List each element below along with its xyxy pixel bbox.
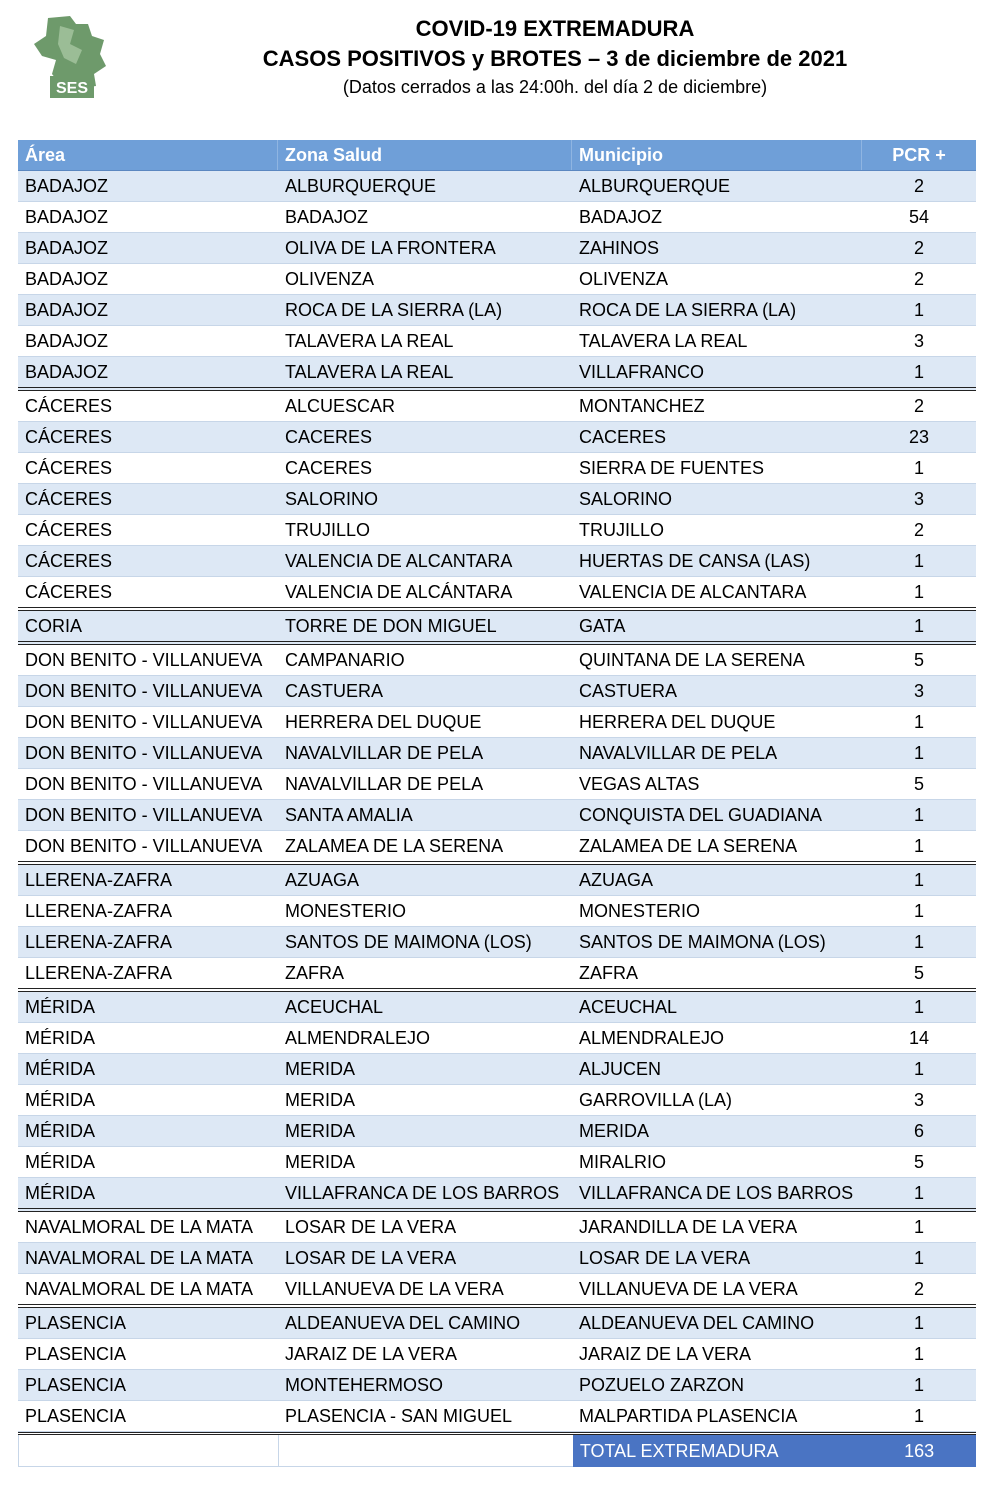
table-row xyxy=(18,645,976,676)
table-cell-pcr: 1 xyxy=(913,457,924,478)
table-row xyxy=(18,927,976,958)
table-cell-area: LLERENA-ZAFRA xyxy=(25,931,173,952)
table-row xyxy=(18,357,976,391)
table-cell-area: MÉRIDA xyxy=(25,1120,96,1141)
table-cell-area: PLASENCIA xyxy=(25,1343,127,1364)
page-subtitle: CASOS POSITIVOS y BROTES – 3 de diciembre de 2021 xyxy=(262,46,848,71)
table-cell-area: PLASENCIA xyxy=(25,1312,127,1333)
table-cell-zona-salud: OLIVA DE LA FRONTERA xyxy=(285,237,496,258)
table-row xyxy=(18,1178,976,1212)
table-cell-municipio: VILLAFRANCO xyxy=(579,361,705,382)
table-cell-municipio: TALAVERA LA REAL xyxy=(579,330,748,351)
table-cell-area: CÁCERES xyxy=(25,426,113,447)
table-cell-zona-salud: BADAJOZ xyxy=(285,206,369,227)
table-cell-municipio: ALBURQUERQUE xyxy=(579,175,731,196)
table-cell-area: MÉRIDA xyxy=(25,1151,96,1172)
table-cell-pcr: 2 xyxy=(913,519,924,540)
table-cell-municipio: MONESTERIO xyxy=(579,900,701,921)
table-cell-zona-salud: VILLAFRANCA DE LOS BARROS xyxy=(285,1182,560,1203)
table-cell-area: CÁCERES xyxy=(25,457,113,478)
table-cell-pcr: 2 xyxy=(913,395,924,416)
table-cell-municipio: BADAJOZ xyxy=(579,206,663,227)
table-cell-zona-salud: ZAFRA xyxy=(285,962,345,983)
table-cell-area: BADAJOZ xyxy=(25,206,109,227)
table-cell-area: BADAJOZ xyxy=(25,237,109,258)
logo-text: SES xyxy=(55,80,89,97)
table-cell-pcr: 1 xyxy=(913,361,924,382)
table-cell-zona-salud: HERRERA DEL DUQUE xyxy=(285,711,482,732)
table-cell-zona-salud: ROCA DE LA SIERRA (LA) xyxy=(285,299,503,320)
table-row xyxy=(18,1308,976,1339)
table-cell-pcr: 1 xyxy=(913,1343,924,1364)
table-cell-area: MÉRIDA xyxy=(25,1182,96,1203)
table-cell-zona-salud: OLIVENZA xyxy=(285,268,375,289)
table-cell-pcr: 3 xyxy=(913,1089,924,1110)
table-cell-pcr: 1 xyxy=(913,1182,924,1203)
total-blank-cell xyxy=(278,1435,572,1467)
table-cell-area: LLERENA-ZAFRA xyxy=(25,962,173,983)
table-row xyxy=(18,295,976,326)
table-cell-zona-salud: TALAVERA LA REAL xyxy=(285,361,454,382)
table-cell-pcr: 1 xyxy=(913,835,924,856)
page-title: COVID-19 EXTREMADURA xyxy=(415,16,695,41)
table-cell-pcr: 2 xyxy=(913,175,924,196)
table-cell-zona-salud: SANTA AMALIA xyxy=(285,804,413,825)
table-row xyxy=(18,171,976,202)
table-row xyxy=(18,676,976,707)
total-label: TOTAL EXTREMADURA xyxy=(573,1435,862,1467)
column-header-zona-salud: Zona Salud xyxy=(278,140,572,170)
table-cell-municipio: ZAHINOS xyxy=(579,237,660,258)
table-row xyxy=(18,1085,976,1116)
table-cell-municipio: SALORINO xyxy=(579,488,673,509)
table-cell-zona-salud: CACERES xyxy=(285,426,373,447)
table-row xyxy=(18,391,976,422)
table-cell-municipio: AZUAGA xyxy=(579,869,654,890)
table-cell-zona-salud: TORRE DE DON MIGUEL xyxy=(285,615,497,636)
table-cell-area: DON BENITO - VILLANUEVA xyxy=(25,773,263,794)
table-cell-zona-salud: TRUJILLO xyxy=(285,519,371,540)
table-cell-zona-salud: TALAVERA LA REAL xyxy=(285,330,454,351)
table-cell-municipio: VEGAS ALTAS xyxy=(579,773,700,794)
table-cell-zona-salud: MERIDA xyxy=(285,1089,356,1110)
table-row xyxy=(18,546,976,577)
table-cell-area: MÉRIDA xyxy=(25,1058,96,1079)
table-row xyxy=(18,264,976,295)
table-row xyxy=(18,896,976,927)
table-row xyxy=(18,326,976,357)
table-cell-municipio: GARROVILLA (LA) xyxy=(579,1089,733,1110)
table-cell-pcr: 5 xyxy=(913,773,924,794)
table-cell-pcr: 1 xyxy=(913,581,924,602)
table-cell-pcr: 3 xyxy=(913,330,924,351)
table-cell-municipio: JARAIZ DE LA VERA xyxy=(579,1343,752,1364)
table-cell-area: NAVALMORAL DE LA MATA xyxy=(25,1278,254,1299)
table-cell-municipio: MERIDA xyxy=(579,1120,650,1141)
table-cell-pcr: 1 xyxy=(913,804,924,825)
table-cell-zona-salud: JARAIZ DE LA VERA xyxy=(285,1343,458,1364)
table-row xyxy=(18,769,976,800)
table-cell-pcr: 23 xyxy=(908,426,930,447)
extremadura-map-icon xyxy=(30,14,110,100)
table-cell-zona-salud: CAMPANARIO xyxy=(285,649,405,670)
table-cell-municipio: QUINTANA DE LA SERENA xyxy=(579,649,805,670)
table-cell-zona-salud: CASTUERA xyxy=(285,680,384,701)
table-row xyxy=(18,202,976,233)
table-cell-pcr: 1 xyxy=(913,615,924,636)
table-header xyxy=(18,140,976,171)
ses-logo xyxy=(30,14,110,100)
table-row xyxy=(18,1339,976,1370)
table-cell-zona-salud: AZUAGA xyxy=(285,869,360,890)
table-cell-municipio: OLIVENZA xyxy=(579,268,669,289)
table-cell-municipio: GATA xyxy=(579,615,626,636)
table-row xyxy=(18,831,976,865)
table-cell-area: PLASENCIA xyxy=(25,1374,127,1395)
table-cell-municipio: ZALAMEA DE LA SERENA xyxy=(579,835,798,856)
table-cell-pcr: 1 xyxy=(913,711,924,732)
table-cell-pcr: 1 xyxy=(913,900,924,921)
table-cell-pcr: 1 xyxy=(913,869,924,890)
table-cell-pcr: 1 xyxy=(913,550,924,571)
table-cell-area: DON BENITO - VILLANUEVA xyxy=(25,835,263,856)
table-cell-zona-salud: ALMENDRALEJO xyxy=(285,1027,431,1048)
table-cell-municipio: POZUELO ZARZON xyxy=(579,1374,745,1395)
table-cell-municipio: VILLAFRANCA DE LOS BARROS xyxy=(579,1182,854,1203)
table-cell-pcr: 2 xyxy=(913,237,924,258)
table-cell-zona-salud: ZALAMEA DE LA SERENA xyxy=(285,835,504,856)
table-cell-municipio: ROCA DE LA SIERRA (LA) xyxy=(579,299,797,320)
table-cell-area: NAVALMORAL DE LA MATA xyxy=(25,1247,254,1268)
table-cell-pcr: 1 xyxy=(913,742,924,763)
table-cell-zona-salud: MONESTERIO xyxy=(285,900,407,921)
table-cell-municipio: CACERES xyxy=(579,426,667,447)
cases-table xyxy=(18,140,976,1467)
total-value: 163 xyxy=(862,1435,976,1467)
table-cell-pcr: 6 xyxy=(913,1120,924,1141)
table-cell-municipio: JARANDILLA DE LA VERA xyxy=(579,1216,798,1237)
table-cell-pcr: 1 xyxy=(913,1247,924,1268)
table-cell-area: DON BENITO - VILLANUEVA xyxy=(25,680,263,701)
table-cell-area: BADAJOZ xyxy=(25,175,109,196)
table-cell-municipio: MALPARTIDA PLASENCIA xyxy=(579,1405,798,1426)
table-cell-zona-salud: SALORINO xyxy=(285,488,379,509)
total-blank-cell xyxy=(18,1435,278,1467)
table-cell-zona-salud: MERIDA xyxy=(285,1120,356,1141)
table-cell-pcr: 5 xyxy=(913,1151,924,1172)
table-cell-zona-salud: MERIDA xyxy=(285,1058,356,1079)
table-cell-pcr: 3 xyxy=(913,488,924,509)
table-cell-zona-salud: NAVALVILLAR DE PELA xyxy=(285,773,484,794)
table-cell-zona-salud: ACEUCHAL xyxy=(285,996,384,1017)
table-cell-zona-salud: ALDEANUEVA DEL CAMINO xyxy=(285,1312,521,1333)
table-row xyxy=(18,1116,976,1147)
table-cell-municipio: ALJUCEN xyxy=(579,1058,662,1079)
table-cell-municipio: SANTOS DE MAIMONA (LOS) xyxy=(579,931,826,952)
table-cell-pcr: 1 xyxy=(913,931,924,952)
table-cell-area: DON BENITO - VILLANUEVA xyxy=(25,711,263,732)
table-cell-area: PLASENCIA xyxy=(25,1405,127,1426)
table-row xyxy=(18,611,976,645)
table-cell-zona-salud: MERIDA xyxy=(285,1151,356,1172)
table-cell-zona-salud: CACERES xyxy=(285,457,373,478)
table-cell-zona-salud: SANTOS DE MAIMONA (LOS) xyxy=(285,931,532,952)
table-row xyxy=(18,1370,976,1401)
report-header xyxy=(130,14,980,100)
table-cell-municipio: CONQUISTA DEL GUADIANA xyxy=(579,804,823,825)
table-cell-pcr: 2 xyxy=(913,268,924,289)
table-cell-pcr: 5 xyxy=(913,962,924,983)
table-cell-area: BADAJOZ xyxy=(25,361,109,382)
table-cell-area: LLERENA-ZAFRA xyxy=(25,900,173,921)
table-cell-pcr: 1 xyxy=(913,1216,924,1237)
table-cell-municipio: SIERRA DE FUENTES xyxy=(579,457,765,478)
table-cell-area: BADAJOZ xyxy=(25,268,109,289)
table-row xyxy=(18,1401,976,1432)
column-header-area: Área xyxy=(18,140,278,170)
table-row xyxy=(18,1054,976,1085)
table-cell-area: CÁCERES xyxy=(25,488,113,509)
table-cell-area: MÉRIDA xyxy=(25,1027,96,1048)
table-cell-area: CÁCERES xyxy=(25,395,113,416)
table-cell-area: CÁCERES xyxy=(25,581,113,602)
table-cell-area: NAVALMORAL DE LA MATA xyxy=(25,1216,254,1237)
table-cell-area: MÉRIDA xyxy=(25,996,96,1017)
table-row xyxy=(18,1243,976,1274)
table-cell-municipio: VILLANUEVA DE LA VERA xyxy=(579,1278,798,1299)
table-cell-municipio: MIRALRIO xyxy=(579,1151,667,1172)
table-cell-zona-salud: LOSAR DE LA VERA xyxy=(285,1216,457,1237)
table-cell-municipio: HERRERA DEL DUQUE xyxy=(579,711,776,732)
table-row xyxy=(18,958,976,992)
table-cell-municipio: ZAFRA xyxy=(579,962,639,983)
table-cell-area: DON BENITO - VILLANUEVA xyxy=(25,804,263,825)
table-cell-zona-salud: VALENCIA DE ALCÁNTARA xyxy=(285,581,513,602)
table-cell-zona-salud: NAVALVILLAR DE PELA xyxy=(285,742,484,763)
table-cell-pcr: 14 xyxy=(908,1027,930,1048)
table-cell-municipio: NAVALVILLAR DE PELA xyxy=(579,742,778,763)
table-cell-area: DON BENITO - VILLANUEVA xyxy=(25,742,263,763)
total-row xyxy=(18,1432,976,1467)
table-cell-area: MÉRIDA xyxy=(25,1089,96,1110)
table-cell-area: CÁCERES xyxy=(25,519,113,540)
table-cell-municipio: ALMENDRALEJO xyxy=(579,1027,725,1048)
table-row xyxy=(18,233,976,264)
table-row xyxy=(18,992,976,1023)
column-header-pcr: PCR + xyxy=(892,144,946,165)
table-row xyxy=(18,1023,976,1054)
table-cell-area: BADAJOZ xyxy=(25,330,109,351)
table-cell-pcr: 1 xyxy=(913,1058,924,1079)
table-cell-municipio: ALDEANUEVA DEL CAMINO xyxy=(579,1312,815,1333)
table-cell-pcr: 54 xyxy=(908,206,930,227)
table-cell-pcr: 1 xyxy=(913,1405,924,1426)
table-cell-municipio: CASTUERA xyxy=(579,680,678,701)
table-cell-pcr: 2 xyxy=(913,1278,924,1299)
table-body xyxy=(18,171,976,1432)
table-cell-municipio: HUERTAS DE CANSA (LAS) xyxy=(579,550,811,571)
table-cell-zona-salud: MONTEHERMOSO xyxy=(285,1374,444,1395)
table-cell-municipio: VALENCIA DE ALCANTARA xyxy=(579,581,807,602)
table-cell-area: LLERENA-ZAFRA xyxy=(25,869,173,890)
table-cell-zona-salud: PLASENCIA - SAN MIGUEL xyxy=(285,1405,513,1426)
table-cell-pcr: 1 xyxy=(913,996,924,1017)
table-row xyxy=(18,484,976,515)
table-row xyxy=(18,1212,976,1243)
table-cell-pcr: 1 xyxy=(913,299,924,320)
table-cell-zona-salud: VILLANUEVA DE LA VERA xyxy=(285,1278,504,1299)
table-cell-municipio: TRUJILLO xyxy=(579,519,665,540)
table-row xyxy=(18,707,976,738)
table-cell-area: CORIA xyxy=(25,615,83,636)
table-cell-municipio: MONTANCHEZ xyxy=(579,395,705,416)
table-cell-zona-salud: LOSAR DE LA VERA xyxy=(285,1247,457,1268)
table-cell-zona-salud: ALCUESCAR xyxy=(285,395,396,416)
table-cell-zona-salud: VALENCIA DE ALCANTARA xyxy=(285,550,513,571)
table-row xyxy=(18,453,976,484)
table-cell-pcr: 3 xyxy=(913,680,924,701)
table-cell-area: DON BENITO - VILLANUEVA xyxy=(25,649,263,670)
table-row xyxy=(18,515,976,546)
table-cell-pcr: 1 xyxy=(913,1374,924,1395)
table-cell-area: BADAJOZ xyxy=(25,299,109,320)
table-row xyxy=(18,422,976,453)
data-cutoff-note: (Datos cerrados a las 24:00h. del día 2 de diciembre) xyxy=(342,77,768,97)
table-row xyxy=(18,800,976,831)
table-cell-pcr: 5 xyxy=(913,649,924,670)
table-cell-municipio: LOSAR DE LA VERA xyxy=(579,1247,751,1268)
table-row xyxy=(18,1147,976,1178)
table-cell-area: CÁCERES xyxy=(25,550,113,571)
table-cell-municipio: ACEUCHAL xyxy=(579,996,678,1017)
table-row xyxy=(18,865,976,896)
table-row xyxy=(18,577,976,611)
table-cell-pcr: 1 xyxy=(913,1312,924,1333)
table-cell-zona-salud: ALBURQUERQUE xyxy=(285,175,437,196)
column-header-municipio: Municipio xyxy=(572,140,862,170)
table-row xyxy=(18,738,976,769)
table-row xyxy=(18,1274,976,1308)
